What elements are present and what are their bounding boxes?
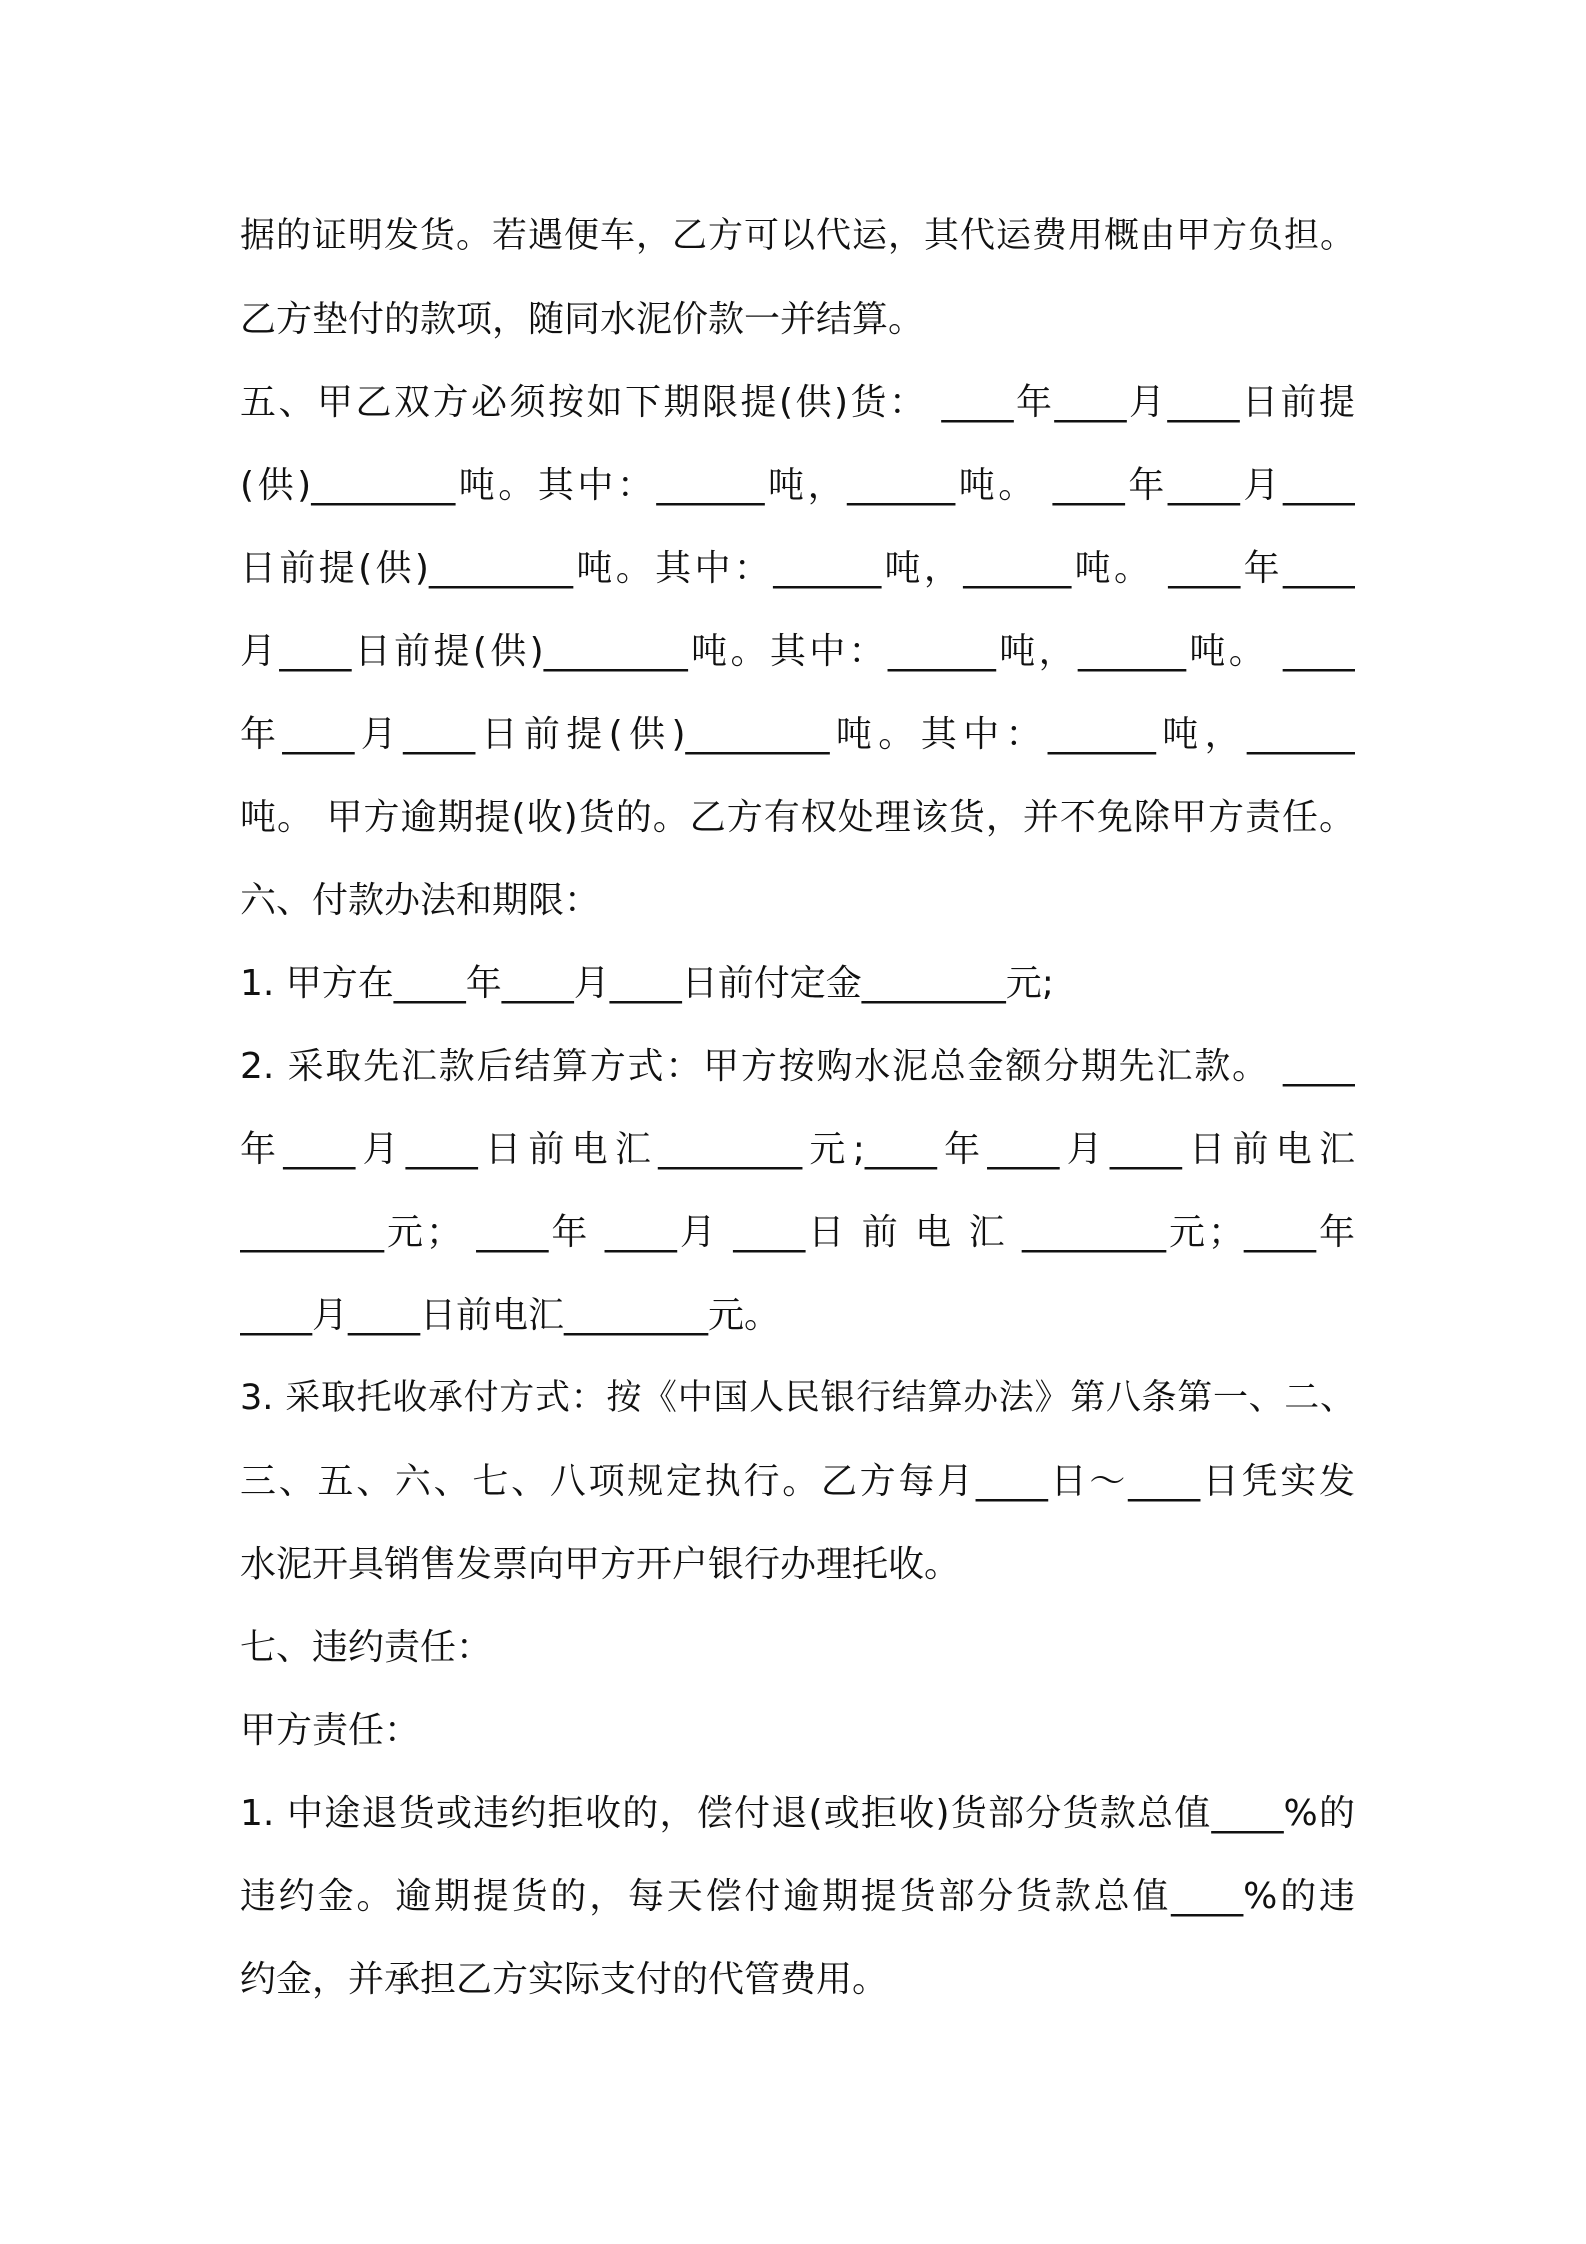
text-line: 日前提(供)________吨。其中：______吨，______吨。 ____年____ <box>240 548 1355 589</box>
text-line: 1. 中途退货或违约拒收的，偿付退(或拒收)货部分货款总值____%的 <box>240 1793 1355 1834</box>
text-line: (供)________吨。其中：______吨，______吨。 ____年____月____ <box>240 465 1355 506</box>
text-line: 据的证明发货。若遇便车，乙方可以代运，其代运费用概由甲方负担。 <box>240 216 1355 256</box>
text-line: 月____日前提(供)________吨。其中：______吨，______吨。 ____ <box>240 631 1355 672</box>
text-line: 约金，并承担乙方实际支付的代管费用。 <box>240 1959 889 2000</box>
text-line: 3. 采取托收承付方式：按《中国人民银行结算办法》第八条第一、二、 <box>240 1378 1355 1418</box>
text-line: 2. 采取先汇款后结算方式：甲方按购水泥总金额分期先汇款。 ____ <box>240 1046 1355 1087</box>
text-line: 水泥开具销售发票向甲方开户银行办理托收。 <box>240 1544 961 1585</box>
text-line: 三、五、六、七、八项规定执行。乙方每月____日～____日凭实发 <box>240 1461 1355 1502</box>
subsection-heading: 甲方责任： <box>240 1710 421 1751</box>
text-line: 吨。 甲方逾期提(收)货的。乙方有权处理该货，并不免除甲方责任。 <box>240 797 1355 838</box>
text-line: 违约金。逾期提货的，每天偿付逾期提货部分货款总值____%的违 <box>240 1876 1355 1917</box>
text-line: 年____月____日前提(供)________吨。其中：______吨，______ <box>240 714 1355 755</box>
text-line: 1. 甲方在____年____月____日前付定金________元; <box>240 963 1054 1004</box>
text-line: 五、甲乙双方必须按如下期限提(供)货： ____年____月____日前提 <box>240 382 1355 423</box>
text-line: 乙方垫付的款项，随同水泥价款一并结算。 <box>240 299 925 340</box>
text-line: ____月____日前电汇________元。 <box>240 1295 781 1336</box>
text-line: 年____月____日前电汇________元;____年____月____日前电汇 <box>240 1129 1355 1170</box>
document-body <box>240 195 1355 2021</box>
section-heading: 七、违约责任： <box>240 1627 493 1668</box>
text-line: ________元； ____年 ____月 ____日 前 电 汇 ________元；____年 <box>240 1212 1355 1253</box>
section-heading: 六、付款办法和期限： <box>240 880 601 921</box>
